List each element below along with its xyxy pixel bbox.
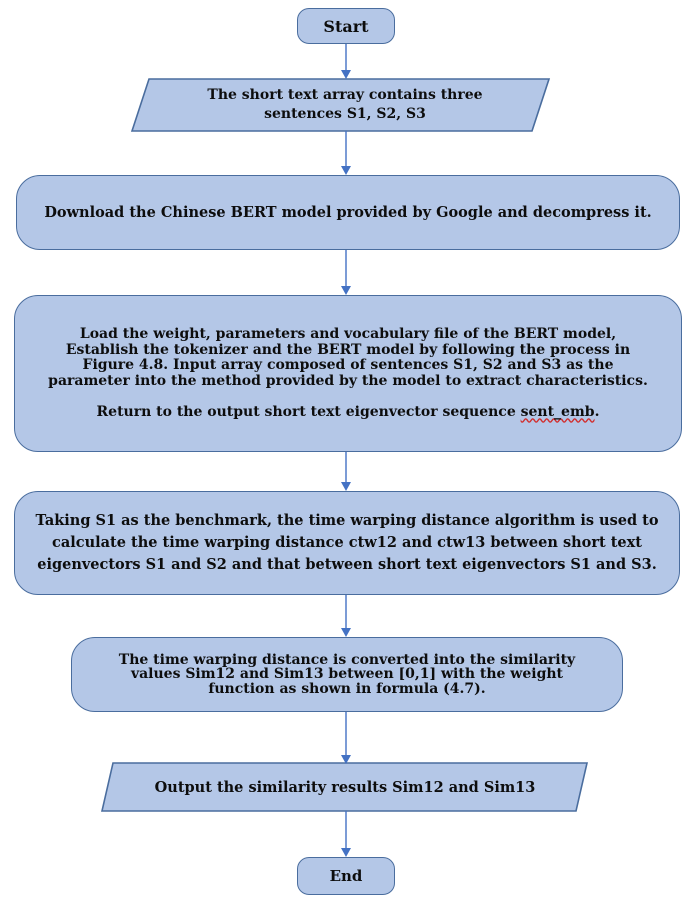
download-label: Download the Chinese BERT model provided by Google and decompress it. <box>44 204 652 221</box>
process-time-warping-distance <box>14 491 680 595</box>
sent-emb-token: sent_emb <box>520 403 595 420</box>
load-end-label: . <box>594 403 600 420</box>
process-load-bert <box>14 295 682 452</box>
arrow-input-to-download <box>341 131 351 175</box>
arrow-distance-to-similarity <box>341 595 351 637</box>
start-terminal <box>297 8 395 44</box>
process-similarity-conversion <box>71 637 623 712</box>
output-text-area <box>115 763 575 811</box>
end-label: End <box>329 867 363 885</box>
arrow-download-to-load <box>341 250 351 295</box>
arrow-similarity-to-output <box>341 712 351 764</box>
process-download-model <box>16 175 680 250</box>
load-block <box>48 312 648 436</box>
arrow-start-to-input <box>341 44 351 79</box>
load-label: Load the weight, parameters and vocabulary file of the BERT model, Establish the tokenizer and the BERT model by following the process in Figure 4.8. Input array composed of sentences S1, S2 and S3 as the parameter into the method provided by the model to extract characteristics. <box>48 326 648 389</box>
input-label: The short text array contains three sentences S1, S2, S3 <box>207 87 483 122</box>
start-label: Start <box>323 16 369 36</box>
arrow-load-to-distance <box>341 452 351 491</box>
arrow-output-to-end <box>341 811 351 857</box>
end-terminal <box>297 857 395 895</box>
distance-label: Taking S1 as the benchmark, the time warping distance algorithm is used to calculate the time warping distance ctw12 and ctw13 between short text eigenvectors S1 and S2 and that between short text eigenvectors S1 and S3. <box>35 512 659 573</box>
output-label: Output the similarity results Sim12 and Sim13 <box>154 778 536 796</box>
load-last-label: Return to the output short text eigenvector sequence <box>96 403 521 420</box>
similarity-label: The time warping distance is converted into the similarity values Sim12 and Sim13 between [0,1] with the weight function as shown in formula (4.7). <box>118 651 576 697</box>
input-text-area <box>150 79 540 131</box>
load-last-line <box>48 405 648 421</box>
